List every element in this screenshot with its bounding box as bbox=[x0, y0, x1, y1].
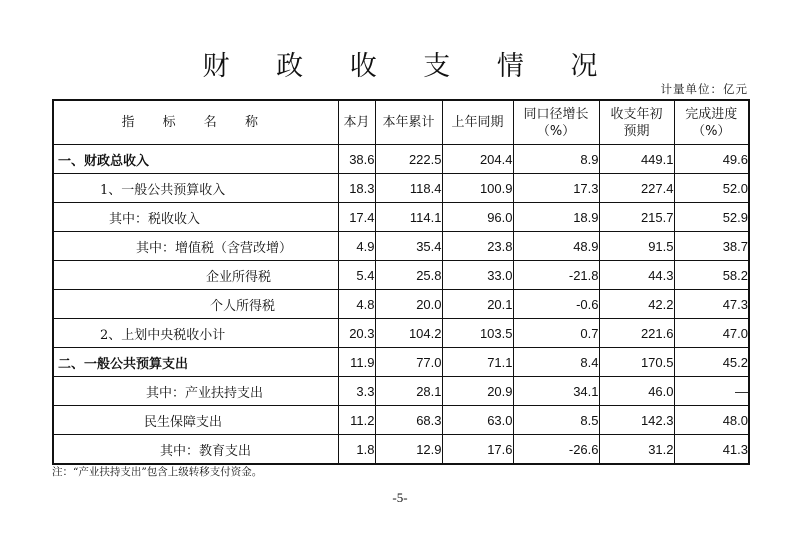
cell-growth: -0.6 bbox=[513, 290, 599, 319]
cell-plan: 46.0 bbox=[599, 377, 674, 406]
header-month: 本月 bbox=[338, 100, 375, 145]
cell-progress: 52.0 bbox=[674, 174, 749, 203]
cell-month: 4.9 bbox=[338, 232, 375, 261]
table-row bbox=[53, 348, 749, 377]
cell-month: 1.8 bbox=[338, 435, 375, 465]
cell-last-year: 20.9 bbox=[442, 377, 513, 406]
cell-growth: 0.7 bbox=[513, 319, 599, 348]
cell-month: 17.4 bbox=[338, 203, 375, 232]
cell-progress: 38.7 bbox=[674, 232, 749, 261]
cell-growth: 8.4 bbox=[513, 348, 599, 377]
row-name: 1、一般公共预算收入 bbox=[53, 174, 338, 203]
cell-last-year: 204.4 bbox=[442, 145, 513, 174]
row-name: 一、财政总收入 bbox=[53, 145, 338, 174]
cell-growth: 8.9 bbox=[513, 145, 599, 174]
header-growth-line2: （%） bbox=[536, 123, 576, 139]
cell-month: 5.4 bbox=[338, 261, 375, 290]
cell-plan: 215.7 bbox=[599, 203, 674, 232]
table-row bbox=[53, 232, 749, 261]
cell-plan: 44.3 bbox=[599, 261, 674, 290]
cell-ytd: 118.4 bbox=[375, 174, 442, 203]
page-number: -5- bbox=[392, 490, 408, 505]
header-growth bbox=[513, 100, 599, 145]
cell-ytd: 28.1 bbox=[375, 377, 442, 406]
table-row bbox=[53, 261, 749, 290]
table-row bbox=[53, 290, 749, 319]
page-title: 财 政 收 支 情 况 bbox=[202, 51, 617, 82]
cell-last-year: 103.5 bbox=[442, 319, 513, 348]
cell-growth: 34.1 bbox=[513, 377, 599, 406]
unit-label: 计量单位：亿元 bbox=[660, 82, 748, 96]
cell-ytd: 77.0 bbox=[375, 348, 442, 377]
footnote: 注：“产业扶持支出”包含上级转移支付资金。 bbox=[52, 466, 263, 478]
cell-plan: 91.5 bbox=[599, 232, 674, 261]
cell-ytd: 114.1 bbox=[375, 203, 442, 232]
header-ytd: 本年累计 bbox=[375, 100, 442, 145]
header-progress-line1: 完成进度 bbox=[685, 106, 738, 122]
finance-table bbox=[52, 99, 750, 465]
table-row bbox=[53, 203, 749, 232]
table-header-row bbox=[53, 100, 749, 145]
cell-plan: 142.3 bbox=[599, 406, 674, 435]
cell-progress: 47.3 bbox=[674, 290, 749, 319]
cell-progress: 52.9 bbox=[674, 203, 749, 232]
cell-last-year: 71.1 bbox=[442, 348, 513, 377]
cell-last-year: 100.9 bbox=[442, 174, 513, 203]
cell-progress: 49.6 bbox=[674, 145, 749, 174]
cell-ytd: 222.5 bbox=[375, 145, 442, 174]
row-name: 2、上划中央税收小计 bbox=[53, 319, 338, 348]
header-progress bbox=[674, 100, 749, 145]
cell-plan: 221.6 bbox=[599, 319, 674, 348]
cell-month: 3.3 bbox=[338, 377, 375, 406]
header-plan-line1: 收支年初 bbox=[610, 106, 663, 122]
cell-last-year: 20.1 bbox=[442, 290, 513, 319]
header-name: 指 标 名 称 bbox=[53, 100, 338, 145]
row-name: 其中：税收收入 bbox=[53, 203, 338, 232]
cell-month: 18.3 bbox=[338, 174, 375, 203]
row-name: 其中：产业扶持支出 bbox=[53, 377, 338, 406]
cell-progress: — bbox=[674, 377, 749, 406]
cell-plan: 449.1 bbox=[599, 145, 674, 174]
cell-month: 11.9 bbox=[338, 348, 375, 377]
cell-ytd: 104.2 bbox=[375, 319, 442, 348]
header-progress-line2: （%） bbox=[692, 123, 731, 139]
cell-progress: 47.0 bbox=[674, 319, 749, 348]
header-growth-line1: 同口径增长 bbox=[523, 106, 589, 122]
cell-plan: 170.5 bbox=[599, 348, 674, 377]
cell-last-year: 33.0 bbox=[442, 261, 513, 290]
cell-progress: 48.0 bbox=[674, 406, 749, 435]
row-name: 二、一般公共预算支出 bbox=[53, 348, 338, 377]
cell-progress: 45.2 bbox=[674, 348, 749, 377]
cell-month: 11.2 bbox=[338, 406, 375, 435]
table-row bbox=[53, 174, 749, 203]
cell-last-year: 17.6 bbox=[442, 435, 513, 465]
cell-progress: 41.3 bbox=[674, 435, 749, 465]
cell-ytd: 25.8 bbox=[375, 261, 442, 290]
header-plan-line2: 预期 bbox=[623, 123, 650, 139]
cell-plan: 227.4 bbox=[599, 174, 674, 203]
cell-plan: 31.2 bbox=[599, 435, 674, 465]
row-name: 个人所得税 bbox=[53, 290, 338, 319]
table-row bbox=[53, 435, 749, 465]
cell-ytd: 68.3 bbox=[375, 406, 442, 435]
cell-growth: 48.9 bbox=[513, 232, 599, 261]
cell-month: 38.6 bbox=[338, 145, 375, 174]
row-name: 民生保障支出 bbox=[53, 406, 338, 435]
cell-month: 4.8 bbox=[338, 290, 375, 319]
table-row bbox=[53, 406, 749, 435]
cell-growth: -26.6 bbox=[513, 435, 599, 465]
cell-progress: 58.2 bbox=[674, 261, 749, 290]
table-row bbox=[53, 319, 749, 348]
cell-growth: 18.9 bbox=[513, 203, 599, 232]
cell-growth: 8.5 bbox=[513, 406, 599, 435]
table-row bbox=[53, 377, 749, 406]
header-plan bbox=[599, 100, 674, 145]
cell-growth: -21.8 bbox=[513, 261, 599, 290]
cell-last-year: 63.0 bbox=[442, 406, 513, 435]
cell-month: 20.3 bbox=[338, 319, 375, 348]
cell-last-year: 23.8 bbox=[442, 232, 513, 261]
cell-ytd: 12.9 bbox=[375, 435, 442, 465]
cell-ytd: 20.0 bbox=[375, 290, 442, 319]
cell-plan: 42.2 bbox=[599, 290, 674, 319]
table-row bbox=[53, 145, 749, 174]
cell-ytd: 35.4 bbox=[375, 232, 442, 261]
cell-last-year: 96.0 bbox=[442, 203, 513, 232]
cell-growth: 17.3 bbox=[513, 174, 599, 203]
header-last-year: 上年同期 bbox=[442, 100, 513, 145]
row-name: 其中：增值税（含营改增） bbox=[53, 232, 338, 261]
row-name: 企业所得税 bbox=[53, 261, 338, 290]
row-name: 其中：教育支出 bbox=[53, 435, 338, 465]
